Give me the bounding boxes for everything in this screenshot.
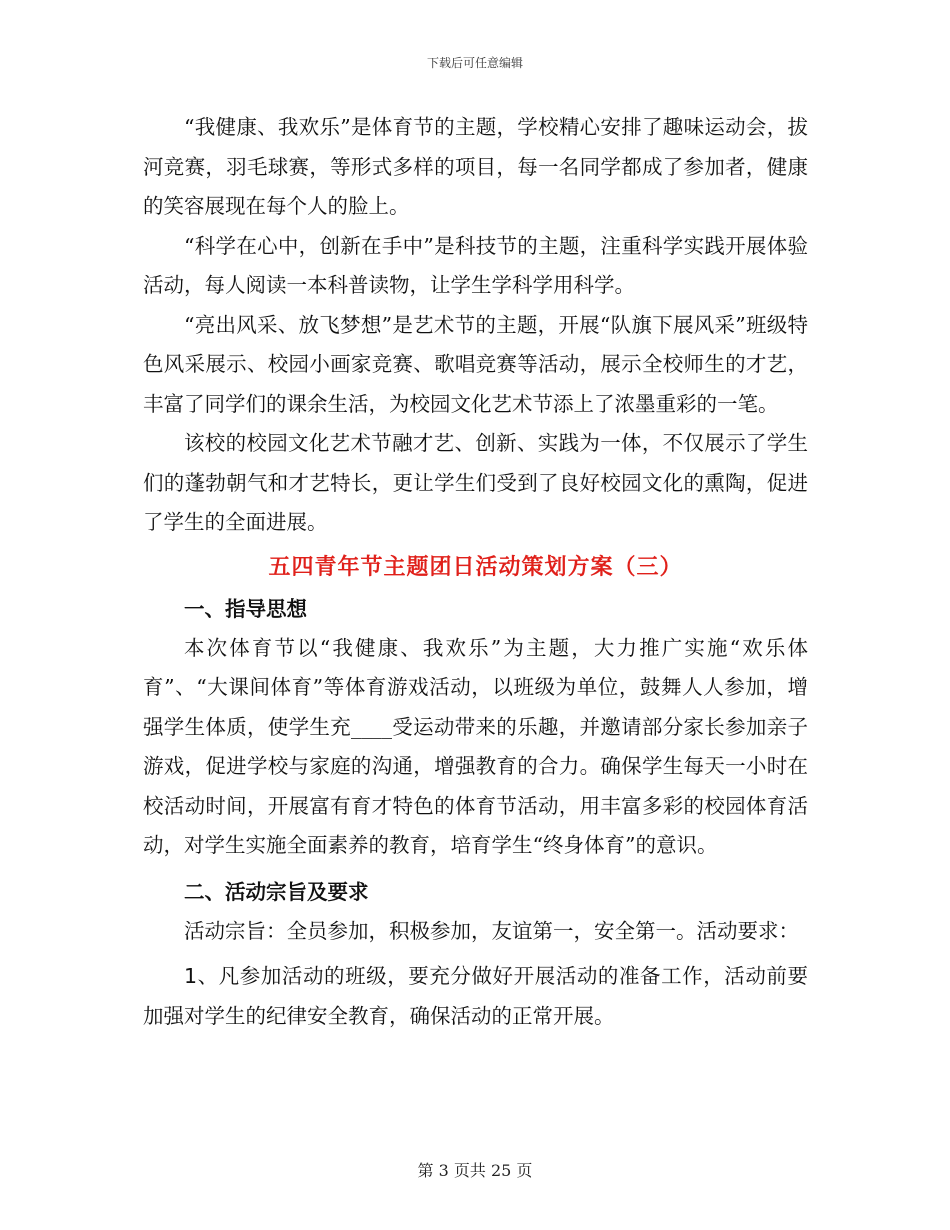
list-item-requirement-1 [143, 957, 808, 1036]
download-note: 下载后可任意编辑 [426, 56, 523, 70]
document-title: 五四青年节主题团日活动策划方案（三） [268, 553, 683, 580]
paragraph-science-festival: “科学在心中，创新在手中”是科技节的主题，注重科学实践开展体验活动，每人阅读一本科普读物，让学生学科学用科学。 [143, 233, 808, 297]
page-number: 第 3 页共 25 页 [417, 1161, 533, 1180]
paragraph-guiding-ideology: 本次体育节以“我健康、我欢乐”为主题，大力推广实施“欢乐体育”、“大课间体育”等体育游戏活动，以班级为单位，鼓舞人人参加，增强学生体质，使学生充____受运动带来的乐趣，并邀请部分家长参加亲子游戏，促进学校与家庭的沟通，增强教育的合力。确保学生每天一小时在校活动时间，开展富有育才特色的体育节活动，用丰富多彩的校园体育活动，对学生实施全面素养的教育，培育学生“终身体育”的意识。 [143, 635, 808, 857]
paragraph-purpose: 活动宗旨：全员参加，积极参加，友谊第一，安全第一。活动要求： [184, 918, 799, 943]
list-item-text: 、凡参加活动的班级，要充分做好开展活动的准备工作，活动前要加强对学生的纪律安全教育，确保活动的正常开展。 [143, 964, 808, 1028]
paragraph-art-festival: “亮出风采、放飞梦想”是艺术节的主题，开展“队旗下展风采”班级特色风采展示、校园小画家竞赛、歌唱竞赛等活动，展示全校师生的才艺，丰富了同学们的课余生活，为校园文化艺术节添上了浓墨重彩的一笔。 [143, 312, 808, 416]
section-heading-guiding-ideology: 一、指导思想 [184, 596, 307, 621]
paragraph-sports-festival: “我健康、我欢乐”是体育节的主题，学校精心安排了趣味运动会，拔河竞赛，羽毛球赛，等形式多样的项目，每一名同学都成了参加者，健康的笑容展现在每个人的脸上。 [143, 115, 808, 218]
paragraph-summary: 该校的校园文化艺术节融才艺、创新、实践为一体，不仅展示了学生们的蓬勃朝气和才艺特长，更让学生们受到了良好校园文化的熏陶，促进了学生的全面进展。 [143, 431, 808, 534]
list-item-number: 1 [184, 964, 198, 988]
section-heading-purpose-requirements: 二、活动宗旨及要求 [184, 879, 369, 904]
document-body [143, 108, 808, 1036]
